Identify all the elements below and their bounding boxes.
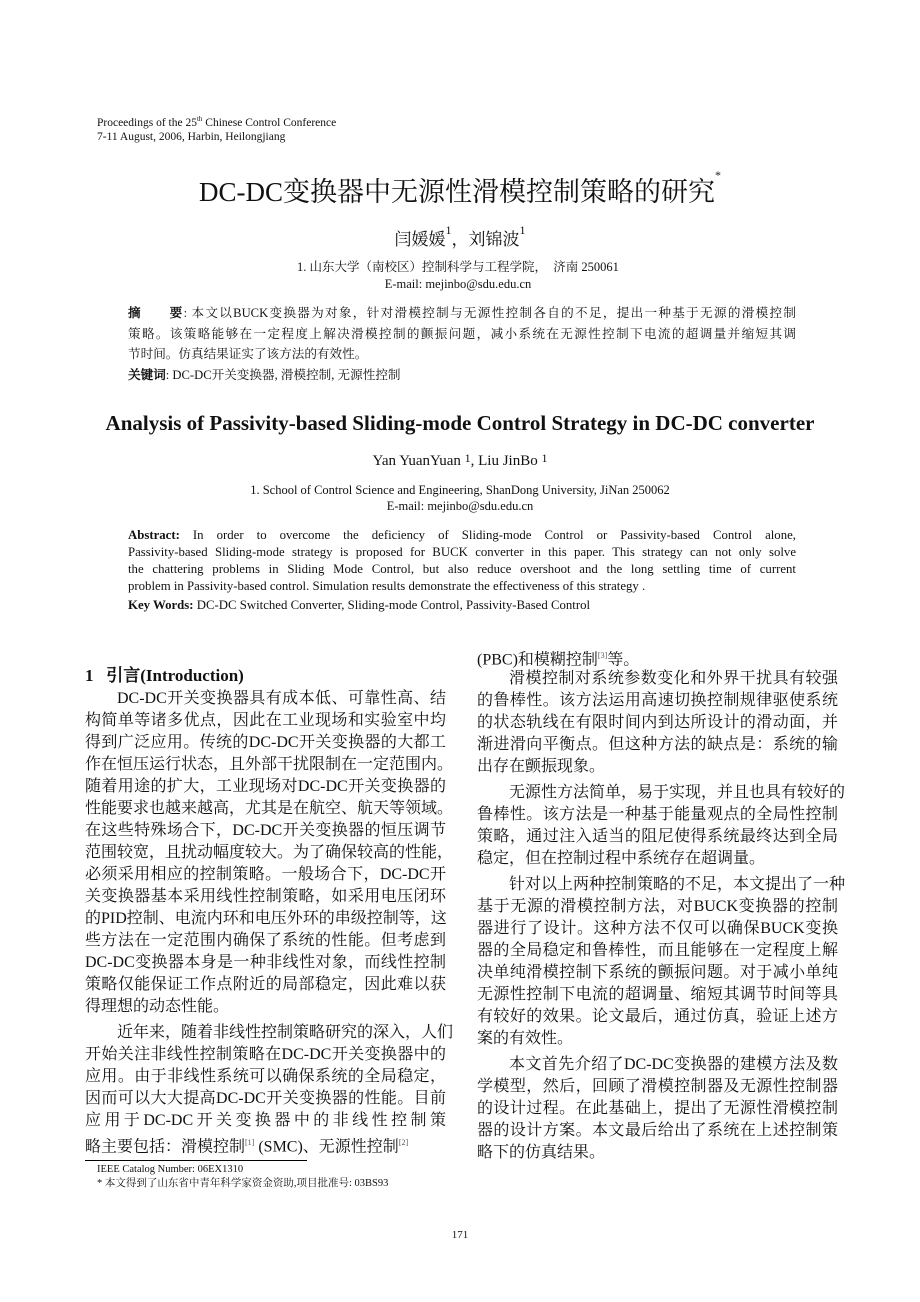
- abstract-english: [128, 527, 796, 614]
- body-line: 器的设计方案。本文最后给出了系统在上述控制策: [477, 1122, 838, 1139]
- body-line: 器的全局稳定和鲁棒性，而且能够在一定程度上解: [477, 942, 838, 959]
- body-line: 范围较宽，且扰动幅度较大。为了确保较高的性能，: [85, 844, 454, 861]
- aff-mark: 1: [464, 451, 471, 465]
- body-line: 略下的仿真结果。: [477, 1144, 606, 1161]
- body-line: 性能要求也越来越高，尤其是在航空、航天等领域。: [85, 800, 454, 817]
- body-line: 无源性控制下电流的超调量、缩短其调节时间等具: [477, 986, 838, 1003]
- keywords-english: DC-DC Switched Converter, Sliding-mode Control, Passivity-Based Control: [193, 598, 591, 612]
- right-column: [477, 645, 846, 1168]
- author-1-en: Yan YuanYuan: [372, 453, 461, 469]
- authors-chinese: 闫媛媛$^1$，刘锦波$^1$: [394, 223, 526, 249]
- author-2-en: Liu JinBo: [478, 453, 538, 469]
- author-1: 闫媛媛: [394, 230, 446, 249]
- title-cn-text: DC-DC变换器中无源性滑模控制策略的研究: [198, 177, 715, 207]
- paragraph: [477, 668, 838, 778]
- body-line: 随着用途的扩大，工业现场对DC-DC开关变换器的: [85, 778, 446, 795]
- text: 等。: [607, 651, 640, 669]
- paragraph: [477, 782, 846, 870]
- abstract-line: 策略。该策略能够在一定程度上解决滑模控制的颤振问题，减小系统在无源性控制下电流的超调量并缩短其调: [128, 326, 796, 341]
- paragraph: [477, 874, 846, 1050]
- title-footnote-mark: *: [715, 168, 721, 182]
- abstract-line: 节时间。仿真结果证实了该方法的有效性。: [128, 347, 368, 361]
- header-sup: th: [196, 115, 203, 123]
- abstract-label-en: Abstract:: [128, 528, 180, 542]
- body-line: 应用于DC-DC开关变换器中的非线性控制策: [85, 1112, 446, 1129]
- body-line: 的状态轨线在有限时间内到达所设计的滑动面，并: [477, 714, 838, 731]
- body-line: 出存在颤振现象。: [477, 758, 606, 775]
- section-heading: [85, 664, 446, 688]
- body-line: 些方法在一定范围内确保了系统的性能。但考虑到: [85, 932, 446, 949]
- paragraph: [477, 1054, 838, 1164]
- title-chinese: [0, 170, 920, 209]
- citation-1[interactable]: [1]: [245, 1138, 255, 1147]
- body-line: 在这些特殊场合下，DC-DC开关变换器的恒压调节: [85, 822, 446, 839]
- citation-2[interactable]: [2]: [398, 1138, 409, 1147]
- affiliation-chinese: 1. 山东大学（南校区）控制科学与工程学院， 济南 250061: [297, 260, 619, 274]
- email-chinese: E-mail: mejinbo@sdu.edu.cn: [384, 277, 532, 291]
- body-line: 针对以上两种控制策略的不足，本文提出了一种: [509, 876, 846, 893]
- body-line: 开始关注非线性控制策略在DC-DC开关变换器中的: [85, 1046, 446, 1063]
- text: 略主要包括：滑模控制: [85, 1138, 246, 1156]
- section-number: 1: [85, 666, 94, 685]
- abstract-line: the chattering problems in Sliding Mode Control, but also reduce overshoot and the long settling time of current: [128, 562, 796, 576]
- body-line: 关变换器基本采用线性控制策略，如采用电压闭环: [85, 888, 446, 905]
- footnote-divider: [85, 1160, 307, 1161]
- body-line: 器进行了设计。这种方法不仅可以确保BUCK变换: [477, 920, 838, 937]
- footnotes: [97, 1163, 388, 1191]
- header-line1: Proceedings of the 25: [97, 116, 197, 129]
- body-line: 案的有效性。: [477, 1030, 574, 1047]
- body-line: 无源性方法简单，易于实现，并且也具有较好的: [509, 784, 846, 801]
- body-line: 的鲁棒性。该方法运用高速切换控制规律驱使系统: [477, 692, 838, 709]
- citation-3[interactable]: [3]: [597, 651, 608, 660]
- body-line: 构简单等诸多优点，因此在工业现场和实验室中均: [85, 712, 446, 729]
- page-number: 171: [451, 1229, 469, 1241]
- aff-mark: 1: [519, 223, 526, 237]
- body-line: 决单纯滑模控制下系统的颤振问题。对于减小单纯: [477, 964, 838, 981]
- header-line1-rest: Chinese Control Conference: [202, 116, 337, 129]
- body-line: 作在恒压运行状态，且外部干扰限制在一定范围内。: [85, 756, 454, 773]
- keywords-chinese: : DC-DC开关变换器, 滑模控制, 无源性控制: [165, 367, 401, 382]
- body-line: 滑模控制对系统参数变化和外界干扰具有较强: [509, 670, 838, 687]
- abstract-line: Passivity-based Sliding-mode strategy is proposed for BUCK converter in this paper. This strategy can not only solve: [128, 545, 796, 559]
- body-line: 得理想的动态性能。: [85, 998, 230, 1015]
- header-line2: 7-11 August, 2006, Harbin, Heilongjiang: [97, 130, 286, 143]
- left-column: [85, 664, 454, 1156]
- affiliation-english: 1. School of Control Science and Engineering, ShanDong University, JiNan 250062: [250, 483, 670, 497]
- author-2: 刘锦波: [468, 230, 520, 249]
- aff-mark: 1: [445, 223, 452, 237]
- body-line: 稳定，但在控制过程中系统存在超调量。: [477, 850, 766, 867]
- paragraph: [85, 1022, 454, 1132]
- authors-english: Yan YuanYuan $^1$, Liu JinBo $^1$: [372, 451, 548, 469]
- body-line: 的设计过程。在此基础上，提出了无源性滑模控制: [477, 1100, 838, 1117]
- body-line: 策略，通过注入适当的阻尼使得系统最终达到全局: [477, 828, 838, 845]
- abstract-label: 摘 要: [128, 306, 184, 320]
- email-english: E-mail: mejinbo@sdu.edu.cn: [386, 499, 534, 513]
- abstract-chinese: [128, 303, 796, 385]
- body-line: 基于无源的滑模控制方法，对BUCK变换器的控制: [477, 898, 838, 915]
- title-english: Analysis of Passivity-based Sliding-mode Control Strategy in DC-DC converter: [105, 411, 815, 435]
- abstract-line: : 本文以BUCK变换器为对象，针对滑模控制与无源性控制各自的不足，提出一种基于无源的滑模控制: [183, 306, 796, 320]
- aff-mark: 1: [541, 451, 548, 465]
- body-line: DC-DC开关变换器具有成本低、可靠性高、结: [117, 690, 446, 707]
- body-line: 得到广泛应用。传统的DC-DC开关变换器的大都工: [85, 734, 446, 751]
- text: (SMC)、无源性控制: [254, 1138, 399, 1156]
- body-line: DC-DC变换器本身是一种非线性对象，而线性控制: [85, 954, 446, 971]
- text: (PBC)和模糊控制: [477, 651, 598, 669]
- funding-note: * 本文得到了山东省中青年科学家资金资助,项目批准号: 03BS93: [97, 1178, 389, 1189]
- catalog-number: IEEE Catalog Number: 06EX1310: [97, 1164, 244, 1175]
- body-line: 近年来，随着非线性控制策略研究的深入，人们: [117, 1024, 454, 1041]
- body-line: 因而可以大大提高DC-DC开关变换器的性能。目前: [85, 1090, 446, 1107]
- body-line: 必须采用相应的控制策略。一般场合下，DC-DC开: [85, 866, 446, 883]
- body-line: 策略仅能保证工作点附近的局部稳定，因此难以获: [85, 976, 446, 993]
- body-line: [477, 645, 838, 667]
- body-line: 有较好的效果。论文最后，通过仿真，验证上述方: [477, 1008, 838, 1025]
- body-line: 鲁棒性。该方法是一种基于能量观点的全局性控制: [477, 806, 838, 823]
- paragraph: [85, 688, 454, 1018]
- section-title-cn: 引言: [106, 666, 141, 685]
- abstract-line: problem in Passivity-based control. Simulation results demonstrate the effectiveness of this strategy .: [128, 579, 646, 593]
- body-line: 应用。由于非线性系统可以确保系统的全局稳定，: [85, 1068, 446, 1085]
- body-line: 本文首先介绍了DC-DC变换器的建模方法及数: [509, 1056, 838, 1073]
- body-line: 学模型，然后，回顾了滑模控制器及无源性控制器: [477, 1078, 838, 1095]
- body-line: 渐进滑向平衡点。但这种方法的缺点是：系统的输: [477, 736, 838, 753]
- keywords-label-en: Key Words:: [128, 598, 194, 612]
- body-line: 的PID控制、电流内环和电压外环的串级控制等，这: [85, 910, 447, 927]
- keywords-label: 关键词: [128, 367, 166, 382]
- section-title-en: (Introduction): [140, 666, 244, 685]
- body-line: [85, 1132, 446, 1154]
- conference-header: [97, 112, 336, 144]
- abstract-line: In order to overcome the deficiency of Sliding-mode Control or Passivity-based Control alone,: [179, 528, 796, 542]
